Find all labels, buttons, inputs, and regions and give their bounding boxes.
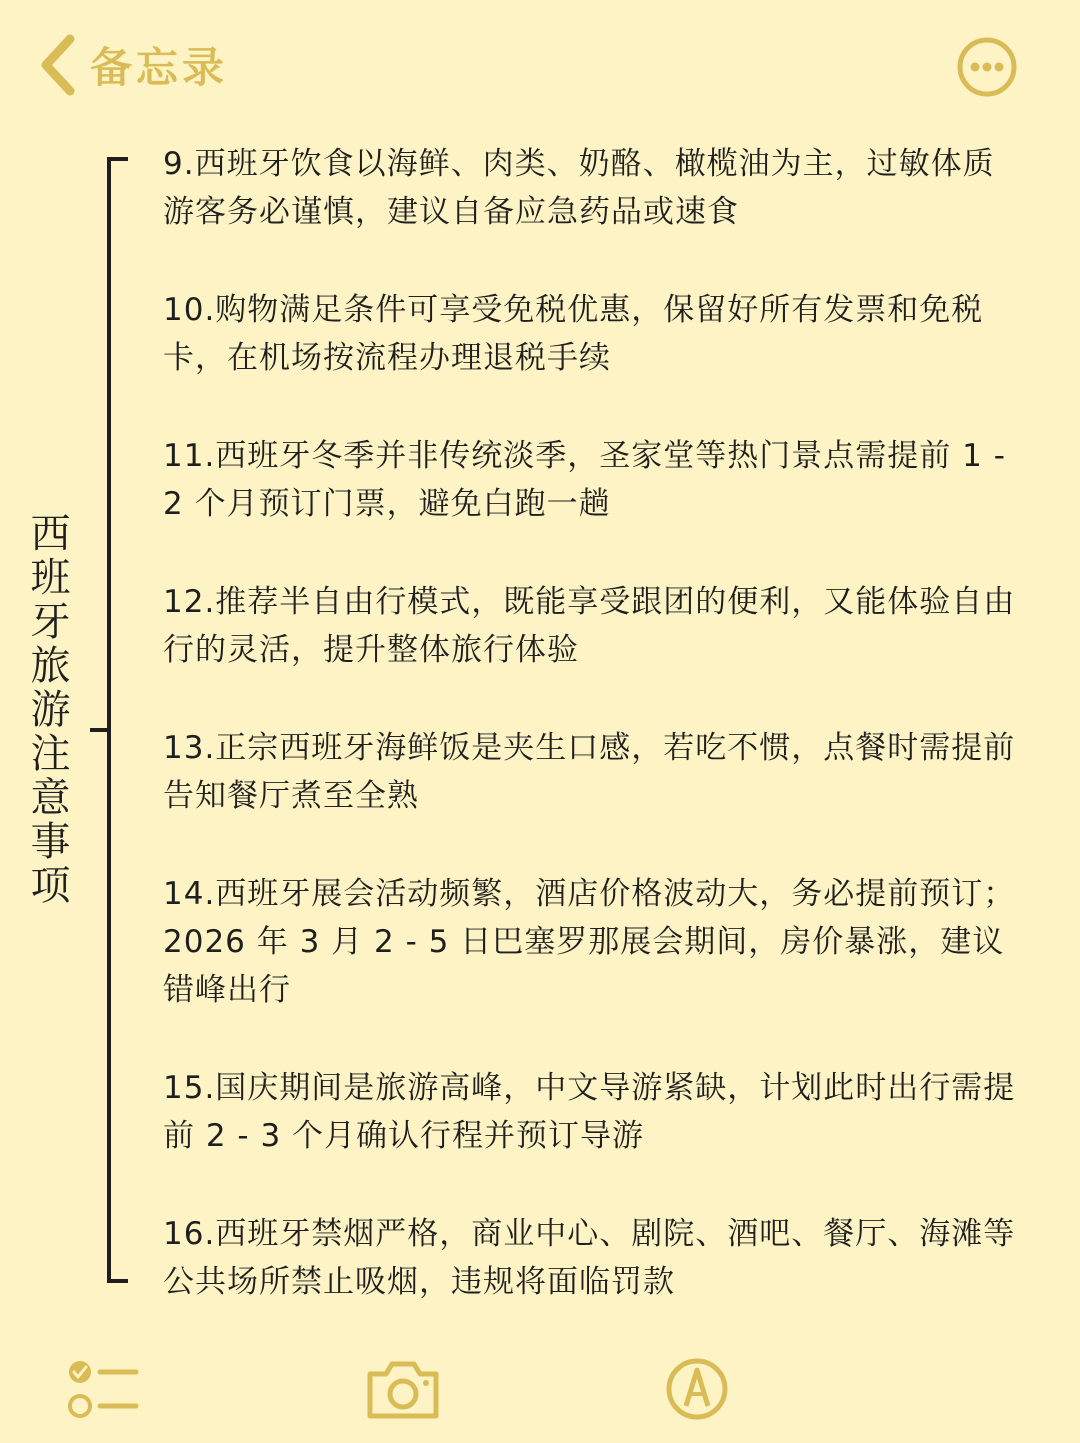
chevron-left-icon [36,33,80,97]
note-item: 16.西班牙禁烟严格，商业中心、剧院、酒吧、餐厅、海滩等公共场所禁止吸烟，违规将面临罚款 [163,1216,1016,1300]
note-item: 14.西班牙展会活动频繁，酒店价格波动大，务必提前预订；2026 年 3 月 2 - 5 日巴塞罗那展会期间，房价暴涨，建议错峰出行 [163,876,1016,1008]
camera-icon [364,1356,442,1422]
pen-icon [664,1354,730,1424]
back-label: 备忘录 [90,43,229,92]
bottom-toolbar [0,1340,1080,1443]
side-title: 西班牙旅游注意事项 [24,512,70,908]
checklist-icon [64,1354,140,1424]
note-item: 12.推荐半自由行模式，既能享受跟团的便利，又能体验自由行的灵活，提升整体旅行体验 [163,584,1016,668]
note-item: 13.正宗西班牙海鲜饭是夹生口感，若吃不惯，点餐时需提前告知餐厅煮至全熟 [163,730,1016,814]
pen-button[interactable] [664,1354,730,1424]
back-button[interactable] [36,30,228,100]
note-item: 10.购物满足条件可享受免税优惠，保留好所有发票和免税卡，在机场按流程办理退税手续 [163,292,984,376]
note-item: 15.国庆期间是旅游高峰，中文导游紧缺，计划此时出行需提前 2 - 3 个月确认行程并预订导游 [163,1070,1016,1154]
camera-button[interactable] [364,1356,442,1422]
bracket-connector [90,156,130,1284]
top-bar [0,0,1080,130]
more-button[interactable] [956,36,1018,98]
notes-list [163,140,1023,1356]
note-item: 11.西班牙冬季并非传统淡季，圣家堂等热门景点需提前 1 - 2 个月预订门票，避免白跑一趟 [163,438,1006,522]
ellipsis-circle-icon [956,36,1018,98]
checklist-button[interactable] [64,1354,140,1424]
note-item: 9.西班牙饮食以海鲜、肉类、奶酪、橄榄油为主，过敏体质游客务必谨慎，建议自备应急药品或速食 [163,146,995,230]
